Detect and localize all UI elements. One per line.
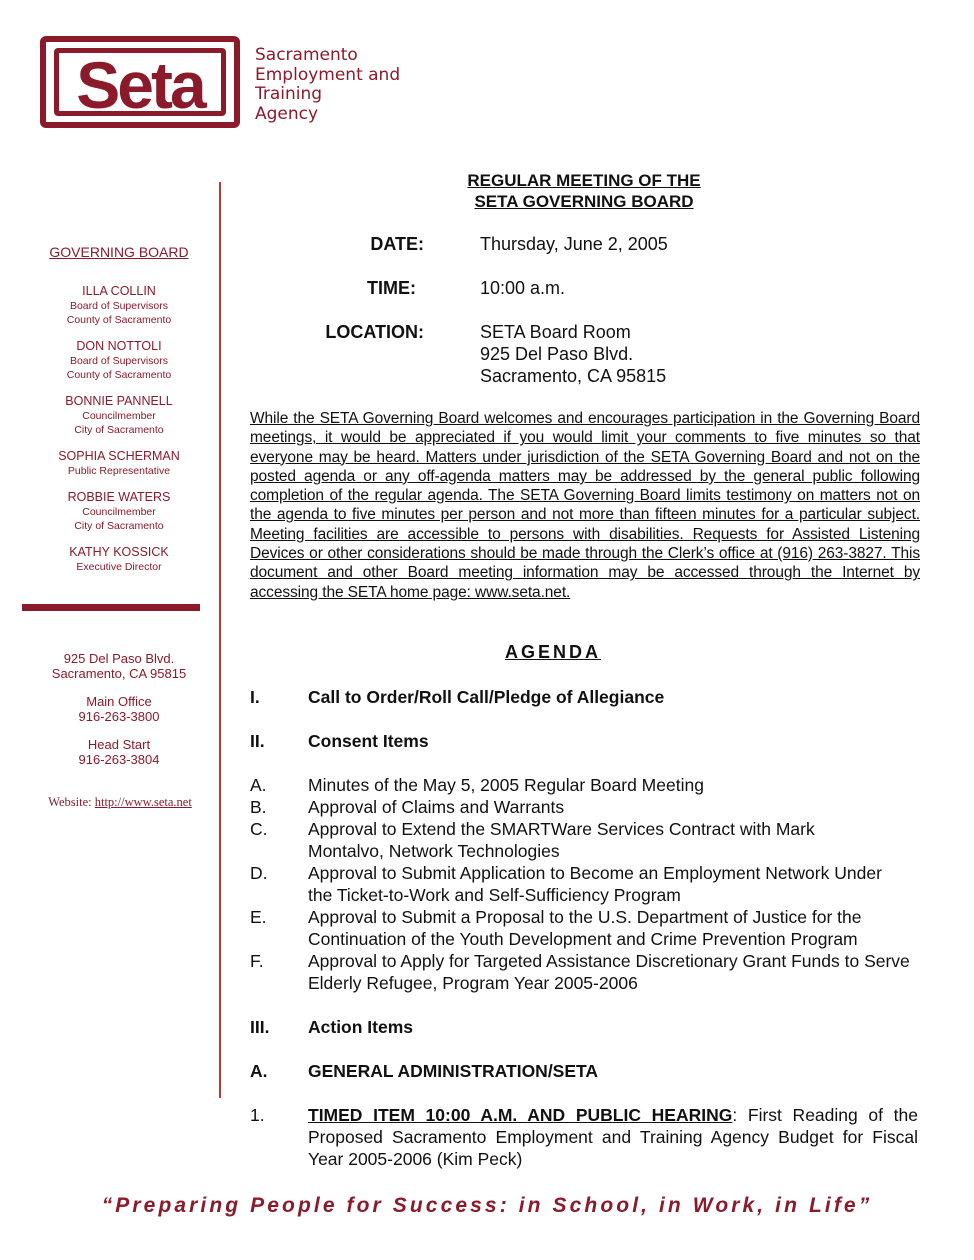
member-role: Board of Supervisors: [69, 300, 169, 312]
agency-name-line: Sacramento: [255, 45, 358, 65]
item-number: 1.: [250, 1105, 265, 1125]
member-role: County of Sacramento: [66, 314, 172, 326]
date-label: DATE:: [370, 234, 424, 254]
main-office-phone: 916-263-3800: [78, 709, 160, 724]
member-role: Executive Director: [76, 561, 162, 573]
meeting-title: [400, 170, 768, 212]
contact-info: [20, 651, 218, 780]
section-number: I.: [250, 687, 260, 707]
agency-name: [255, 46, 400, 124]
website-link[interactable]: http://www.seta.net: [94, 795, 192, 809]
item-description: : First Reading of the Proposed Sacramento Employment and Training Agency Budget for Fiscal Year 2005-2006 (Kim Peck): [308, 1105, 918, 1169]
item-text: Approval of Claims and Warrants: [308, 797, 565, 817]
member-name: BONNIE PANNELL: [65, 394, 173, 408]
board-member: [20, 394, 218, 437]
item-text: Approval to Submit a Proposal to the U.S. Department of Justice for the Continuation of the Youth Development and Crime Prevention Program: [308, 907, 862, 949]
head-start-phone: 916-263-3804: [78, 752, 160, 767]
time-label: TIME:: [367, 278, 416, 298]
member-role: Councilmember: [82, 410, 156, 422]
member-role: City of Sacramento: [74, 520, 164, 532]
member-name: KATHY KOSSICK: [69, 545, 169, 559]
member-name: DON NOTTOLI: [76, 339, 162, 353]
meeting-title-line: REGULAR MEETING OF THE: [467, 171, 701, 190]
section-title: Consent Items: [308, 731, 429, 751]
location-label: LOCATION:: [325, 322, 424, 342]
member-name: SOPHIA SCHERMAN: [58, 449, 180, 463]
sidebar-board-list: [20, 244, 218, 574]
item-letter: C.: [250, 819, 268, 839]
address-line: Sacramento, CA 95815: [51, 666, 187, 681]
member-name: ROBBIE WATERS: [67, 490, 171, 504]
section-title: Call to Order/Roll Call/Pledge of Allegiance: [308, 687, 665, 707]
member-role: City of Sacramento: [74, 424, 164, 436]
item-letter: F.: [250, 951, 264, 971]
subsection-title: GENERAL ADMINISTRATION/SETA: [308, 1061, 599, 1081]
vertical-divider: [219, 182, 221, 1098]
agenda-title: AGENDA: [505, 642, 602, 662]
subsection-letter: A.: [250, 1061, 268, 1081]
board-member: [20, 449, 218, 478]
meeting-title-line: SETA GOVERNING BOARD: [474, 192, 694, 211]
board-member: [20, 545, 218, 574]
board-member: [20, 339, 218, 382]
head-start-block: [20, 737, 218, 767]
item-text: Approval to Apply for Targeted Assistance Discretionary Grant Funds to Serve Elderly Refugee, Program Year 2005-2006: [308, 951, 910, 993]
board-heading: GOVERNING BOARD: [49, 244, 189, 260]
item-text: [308, 1104, 918, 1170]
member-role: Board of Supervisors: [69, 355, 169, 367]
item-letter: E.: [250, 907, 267, 927]
location-line: SETA Board Room: [480, 322, 631, 342]
section-number: II.: [250, 731, 265, 751]
member-role: Councilmember: [82, 506, 156, 518]
main-office-label: Main Office: [86, 694, 152, 709]
seta-logo: [40, 36, 240, 128]
location-line: Sacramento, CA 95815: [480, 366, 667, 386]
slogan: “Preparing People for Success: in School, in Work, in Life”: [101, 1194, 873, 1217]
agency-name-line: Employment and: [255, 64, 401, 85]
head-start-label: Head Start: [87, 737, 151, 752]
item-text: Minutes of the May 5, 2005 Regular Board Meeting: [308, 775, 704, 795]
item-text: Approval to Extend the SMARTWare Services Contract with Mark Montalvo, Network Technologies: [308, 819, 815, 861]
seta-logo-mark: [54, 48, 226, 122]
sidebar-divider: [22, 604, 200, 611]
section-title: Action Items: [308, 1017, 414, 1037]
item-text: Approval to Submit Application to Become an Employment Network Under the Ticket-to-Work and Self-Sufficiency Program: [308, 863, 882, 905]
website-label: Website:: [48, 795, 92, 809]
agency-name-line: Agency: [255, 103, 319, 124]
agency-name-line: Training: [255, 84, 323, 104]
time-value: 10:00 a.m.: [480, 278, 566, 298]
timed-item-lead: TIMED ITEM 10:00 A.M. AND PUBLIC HEARING: [308, 1105, 733, 1125]
main-office-block: [20, 694, 218, 724]
address-line: 925 Del Paso Blvd.: [63, 651, 175, 666]
public-comment-notice: While the SETA Governing Board welcomes and encourages participation in the Governing Board meetings, it would be appreciated if you would limit your comments to five minutes so that everyone may be heard. Matters under jurisdiction of the SETA Governing Board and not on the posted agenda or any off-agenda matters may be addressed by the general public following completion of the regular agenda. The SETA Governing Board limits testimony on matters not on the agenda to five minutes per person and not more than fifteen minutes for a particular subject. Meeting facilities are accessible to persons with disabilities. Requests for Assisted Listening Devices or other considerations should be made through the Clerk’s office at (916) 263-3827. This document and other Board meeting information may be accessed through the Internet by accessing the SETA home page: www.seta.net.: [250, 410, 920, 601]
item-letter: D.: [250, 863, 268, 883]
location-line: 925 Del Paso Blvd.: [480, 344, 634, 364]
seta-logo-text: Seta: [76, 48, 204, 122]
date-value: Thursday, June 2, 2005: [480, 234, 668, 254]
board-member: [20, 284, 218, 327]
board-member: [20, 490, 218, 533]
address-block: [20, 651, 218, 681]
website-line: [20, 795, 220, 810]
location-value: [480, 321, 666, 387]
member-role: County of Sacramento: [66, 369, 172, 381]
section-number: III.: [250, 1017, 270, 1037]
member-role: Public Representative: [67, 465, 171, 477]
item-letter: A.: [250, 775, 267, 795]
member-name: ILLA COLLIN: [82, 284, 156, 298]
item-letter: B.: [250, 797, 267, 817]
